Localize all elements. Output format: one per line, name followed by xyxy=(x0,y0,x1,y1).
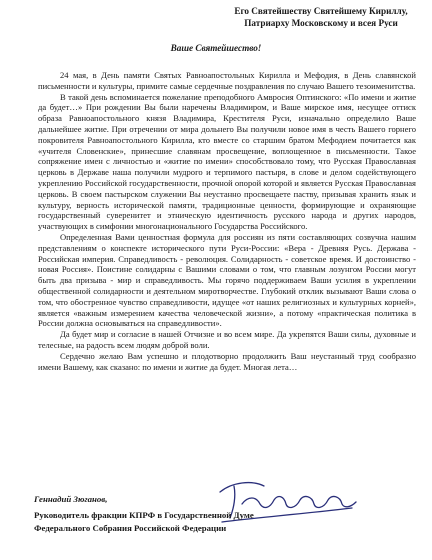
signatory-title-line-2: Федерального Собрания Российской Федерации xyxy=(34,523,227,533)
signatory-title xyxy=(34,509,394,535)
paragraph: Да будет мир и согласие в нашей Отчизне и во всем мире. Да укрепятся Ваши силы, духовные и телесные, на радость всем людям доброй воли. xyxy=(38,329,416,350)
paragraph: Определенная Вами ценностная формула для россиян из пяти составляющих созвучна нашим представлениям о конспекте исторического пути Руси-России: «Вера - Древняя Русь. Держава - Российская империя. Справедливость - революция. Солидарность - советское время. И достоинство - новая Россия». Поистине солидарны с Вашими словами о том, что главным лозунгом России могут быть два призыва - мир и справедливость. Мы горячо поддерживаем Ваши усилия в укреплении общественной солидарности и деятельном миротворчестве. Глубокий отклик вызывают Ваши слова о том, что обостренное чувство справедливости, идущее «от наших религиозных и культурных корней», является «важным измерением качества человеческой жизни», а потому «практическая политика в России должна основываться на справедливости». xyxy=(38,231,416,329)
signatory-name: Геннадий Зюганов, xyxy=(34,494,108,504)
addressee-block xyxy=(218,6,424,29)
paragraph: Сердечно желаю Вам успешно и плодотворно продолжить Ваш неустанный труд сообразно имени Вашему, как сказано: по имени и житие да будет. Многая лета… xyxy=(38,350,416,372)
letter-body xyxy=(38,70,416,372)
addressee-line-1: Его Святейшеству Святейшему Кириллу, xyxy=(234,6,408,16)
paragraph: 24 мая, в День памяти Святых Равноапостольных Кирилла и Мефодия, в День славянской письменности и культуры, примите самые сердечные поздравления по случаю Вашего тезоименитства. xyxy=(38,70,416,91)
addressee-line-2: Патриарху Московскому и всея Руси xyxy=(244,17,398,28)
signatory-title-line-1: Руководитель фракции КПРФ в Государственной Думе xyxy=(34,510,254,520)
greeting: Ваше Святейшество! xyxy=(170,43,262,53)
paragraph: В такой день вспоминается пожелание преподобного Амвросия Оптинского: «По имени и житие да будет…» При рождении Вы были наречены Владимиром, и Ваше мирское имя, несущее оттиск образа Равноапостольного князя Владимира, Крестителя Руси, изначально определило Ваше дальнейшее житие. При отречении от мира дольнего Вы получили новое имя в честь Вашего горнего покровителя Равноапостольного Кирилла, кто вместе со старшим братом Мефодием почитается как «учителя Словенские», принесшие славянам просвещение, воплощенное в письменности. Такое сопряжение имен с личностью и «житие по имени» способствовало тому, что Русская Православная церковь в Державе наша получили мудрого и терпимого пастыря, в слове и делом содействующего укреплению Российской государственности, прочной опорой которой и является Русская Православная церковь. В своем пастырском служении Вы неустанно просвещаете паству, призывая хранить язык и культуру, верность исторической памяти, традиционные ценности, формирующие и охраняющие государственный суверенитет и этническую идентичность русского народа и других народов, участвующих в симфонии многонационального Государства Российского. xyxy=(38,91,416,232)
